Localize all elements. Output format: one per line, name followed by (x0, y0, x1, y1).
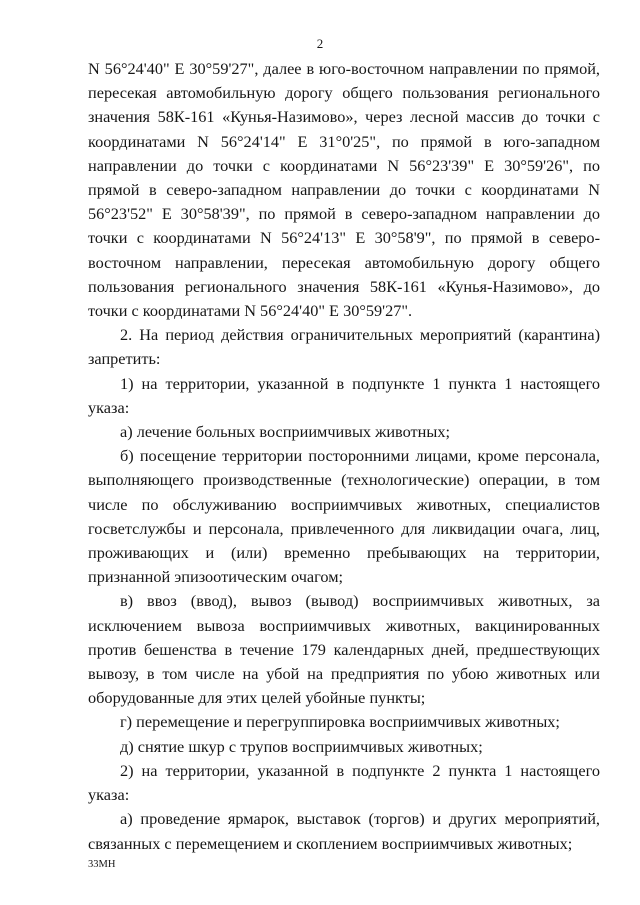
paragraph-subitem-1a: а) лечение больных восприимчивых животных; (120, 422, 450, 442)
paragraph-subitem-1v: в) ввоз (ввод), вывоз (вывод) восприимчивых животных, за исключением вывоза восприимчивых животных, вакцинированных против бешенства в течение 179 календарных дней, предшествующих вывозу, в том числе на убой на предприятия по убою животных или оборудованные для этих целей убойные пункты; (88, 591, 600, 708)
paragraph-subitem-2: 2) на территории, указанной в подпункте 2 пункта 1 настоящего указа: (88, 760, 600, 805)
paragraph-subitem-1b: б) посещение территории посторонними лицами, кроме персонала, выполняющего производственные (технологические) операции, в том числе по обслуживанию восприимчивых животных, специалистов госветслужбы и персонала, привлеченного для ликвидации очага, лиц, проживающих и (или) временно пребывающих на территории, признанной эпизоотическим очагом; (88, 446, 600, 587)
paragraph-subitem-1d: д) снятие шкур с трупов восприимчивых животных; (120, 736, 483, 756)
page-number: 2 (316, 36, 324, 51)
paragraph-subitem-1g: г) перемещение и перегруппировка восприимчивых животных; (120, 712, 560, 732)
paragraph-subitem-2a: а) проведение ярмарок, выставок (торгов) и других мероприятий, связанных с перемещением и скоплением восприимчивых животных; (88, 809, 600, 853)
footer-document-code: 33МН (88, 859, 116, 870)
document-body (88, 57, 600, 856)
paragraph-item-2: 2. На период действия ограничительных мероприятий (карантина) запретить: (88, 325, 600, 369)
paragraph-subitem-1: 1) на территории, указанной в подпункте 1 пункта 1 настоящего указа: (88, 373, 600, 417)
paragraph-coordinates-continuation: N 56°24'40" E 30°59'27", далее в юго-восточном направлении по прямой, пересекая автомобильную дорогу общего пользования регионального значения 58К-161 «Кунья-Назимово», через лесной массив до точки с координатами N 56°24'14" E 31°0'25", по прямой в юго-западном направлении до точки с координатами N 56°23'39" E 30°59'26", по прямой в северо-западном направлении до точки с координатами N 56°23'52" E 30°58'39", по прямой в северо-западном направлении до точки с координатами N 56°24'13" E 30°58'9", по прямой в северо-восточном направлении, пересекая автомобильную дорогу общего пользования регионального значения 58К-161 «Кунья-Назимово», до точки с координатами N 56°24'40" E 30°59'27". (88, 59, 600, 321)
